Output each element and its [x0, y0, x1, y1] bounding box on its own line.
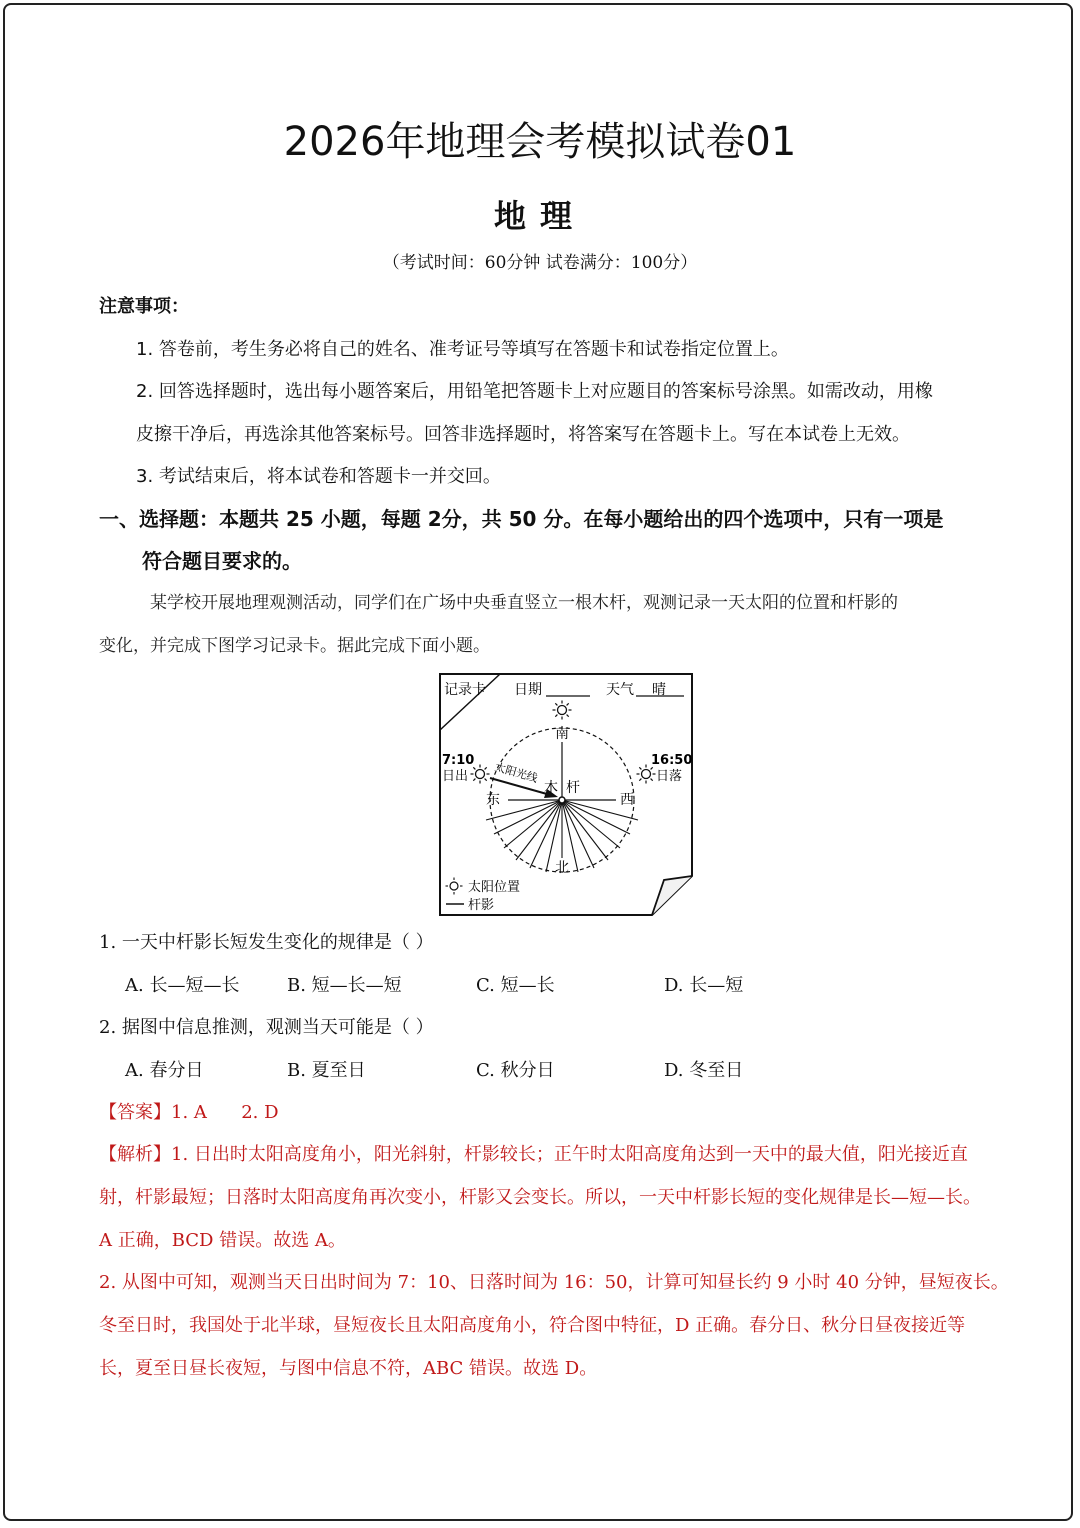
section-heading-line-2: 符合题目要求的。 [142, 549, 302, 573]
question-1-option-d: D. 长—短 [664, 975, 744, 996]
notice-heading: 注意事项： [99, 296, 189, 317]
question-1-option-c: C. 短—长 [476, 975, 555, 996]
pole-label-1: 木 [544, 780, 558, 796]
exam-info: （考试时间：60分钟 试卷满分：100分） [382, 253, 698, 273]
notice-item-2-line-2: 皮擦干净后，再选涂其他答案标号。回答非选择题时，将答案写在答题卡上。写在本试卷上无效。 [136, 424, 910, 445]
weather-value: 晴 [652, 682, 666, 698]
subject-heading: 地理 [493, 197, 586, 235]
south-label: 南 [555, 726, 569, 742]
question-2-option-b: B. 夏至日 [287, 1060, 366, 1081]
notice-item-2-line-1: 2. 回答选择题时，选出每小题答案后，用铅笔把答题卡上对应题目的答案标号涂黑。如需改动，用橡 [136, 381, 933, 402]
pole-label-2: 杆 [566, 780, 580, 796]
page-title: 2026年地理会考模拟试卷01 [283, 119, 797, 165]
legend-shadow-label: 杆影 [468, 898, 495, 913]
record-card-figure [438, 672, 696, 918]
analysis-line-2: 射，杆影最短；日落时太阳高度角再次变小，杆影又会变长。所以，一天中杆影长短的变化规律是长—短—长。 [99, 1187, 981, 1208]
sunset-label: 日落 [656, 769, 683, 784]
question-2-option-a: A. 春分日 [125, 1060, 204, 1081]
analysis-line-4: 2. 从图中可知，观测当天日出时间为 7：10、日落时间为 16：50，计算可知昼长约 9 小时 40 分钟，昼短夜长。 [99, 1272, 1009, 1293]
question-1-stem: 1. 一天中杆影长短发生变化的规律是（ ） [99, 932, 434, 953]
analysis-line-6: 长，夏至日昼长夜短，与图中信息不符，ABC 错误。故选 D。 [99, 1358, 598, 1379]
material-line-2: 变化，并完成下图学习记录卡。据此完成下面小题。 [99, 636, 490, 656]
east-label: 东 [486, 792, 500, 808]
section-heading-line-1: 一、选择题：本题共 25 小题，每题 2分，共 50 分。在每小题给出的四个选项中，只有一项是 [99, 507, 944, 531]
date-label: 日期 [514, 682, 542, 698]
analysis-line-3: A 正确，BCD 错误。故选 A。 [99, 1230, 346, 1251]
sunrise-time: 7:10 [442, 753, 475, 768]
answer-line: 【答案】1. A 2. D [99, 1102, 279, 1123]
question-2-stem: 2. 据图中信息推测，观测当天可能是（ ） [99, 1017, 434, 1038]
sunset-time: 16:50 [651, 753, 693, 768]
analysis-line-5: 冬至日时，我国处于北半球，昼短夜长且太阳高度角小，符合图中特征，D 正确。春分日、秋分日昼夜接近等 [99, 1315, 966, 1336]
west-label: 西 [620, 792, 634, 808]
weather-label: 天气 [606, 682, 634, 698]
analysis-line-1: 【解析】1. 日出时太阳高度角小，阳光斜射，杆影较长；正午时太阳高度角达到一天中的最大值，阳光接近直 [99, 1144, 968, 1165]
question-1-option-b: B. 短—长—短 [287, 975, 402, 996]
notice-item-1: 1. 答卷前，考生务必将自己的姓名、准考证号等填写在答题卡和试卷指定位置上。 [136, 339, 789, 360]
sun-noon-icon [553, 701, 572, 720]
sun-ray-label: 太阳光线 [493, 760, 540, 786]
card-label: 记录卡 [444, 682, 486, 698]
question-2-option-d: D. 冬至日 [664, 1060, 744, 1081]
question-2-option-c: C. 秋分日 [476, 1060, 555, 1081]
question-1-option-a: A. 长—短—长 [125, 975, 240, 996]
legend-sun-label: 太阳位置 [468, 880, 521, 895]
legend-sun-icon [446, 878, 463, 895]
material-line-1: 某学校开展地理观测活动，同学们在广场中央垂直竖立一根木杆，观测记录一天太阳的位置和杆影的 [150, 593, 898, 613]
notice-item-3: 3. 考试结束后，将本试卷和答题卡一并交回。 [136, 466, 501, 487]
north-label: 北 [555, 860, 569, 876]
pole-base [559, 797, 565, 803]
sunrise-label: 日出 [442, 769, 469, 784]
